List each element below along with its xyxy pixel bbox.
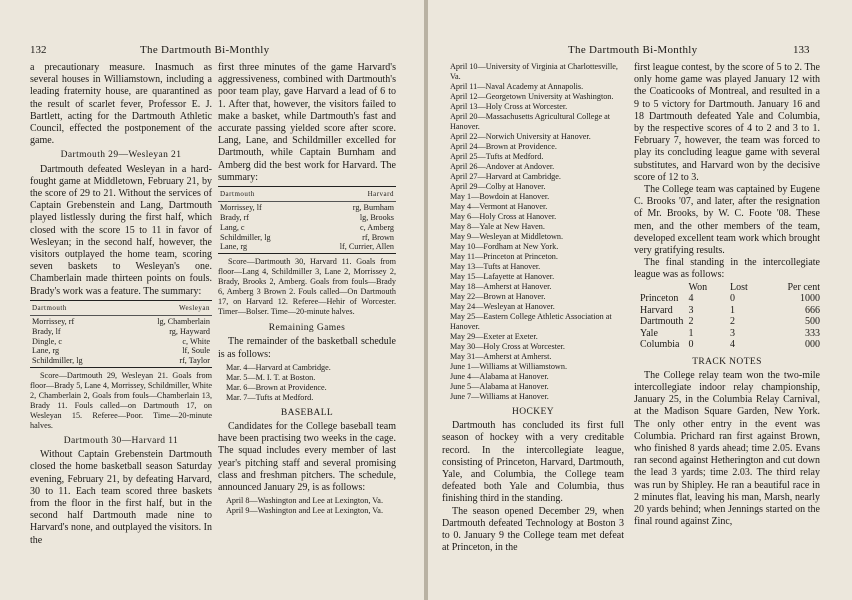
list-item: May 29—Exeter at Exeter. [450, 332, 538, 341]
left-page [0, 0, 424, 600]
cell: 0 [730, 293, 735, 305]
cell: rf, Brown [362, 232, 394, 242]
left-column-2 [218, 62, 396, 516]
cell: Brady, lf [32, 326, 61, 336]
list-item: April 25—Tufts at Medford. [450, 152, 544, 161]
cell: lf, Soule [182, 346, 210, 356]
cell: Lane, rg [220, 242, 248, 252]
paragraph: Without Captain Grebenstein Dartmouth closed the home basketball season Saturday evening, February 21, by defeating Harvard, 30 to 11. Each team scored three baskets from the floor in the first half, but in the second half Dartmouth made nine to Harvard's none, and outplayed the visitors. In the [30, 449, 212, 546]
cell: 1 [688, 327, 694, 339]
list-item: May 25—Eastern College Athletic Association at Hanover. [450, 312, 612, 331]
cell: Yale [640, 327, 658, 339]
list-item: April 20—Massachusetts Agricultural College at Hanover. [450, 112, 611, 131]
table-row [218, 223, 396, 233]
cell: Dartmouth [640, 316, 684, 328]
list-item: May 13—Tufts at Hanover. [450, 262, 541, 271]
section-heading: Dartmouth 29—Wesleyan 21 [60, 150, 182, 161]
paragraph: The College team was captained by Eugene C. Brooks '07, and later, after the resignation of Mr. Brooks, by W. C. Foote '08. These men, and the other members of the team, developed excellent team work which brought very gratifying results. [634, 184, 820, 257]
paragraph: Dartmouth defeated Wesleyan in a hard-fought game at Middletown, February 21, by the score of 29 to 21. Without the services of Captain Grebenstein and Lang, Dartmouth played listlessly during the first half, which closed with the score 15 to 11 in favor of Wesleyan; in the second half, however, the visitors outplayed the home team, scoring seven baskets to Wesleyan's one. Chamberlain made thirteen points on fouls. Brady's work was a feature. The summary: [30, 163, 212, 297]
section-heading: Dartmouth 30—Harvard 11 [63, 436, 179, 447]
cell: 0 [688, 339, 694, 351]
cell: Lane, rg [32, 346, 60, 356]
section-heading: Remaining Games [268, 323, 346, 334]
list-item: April 24—Brown at Providence. [450, 142, 557, 151]
page-number: 132 [30, 44, 47, 56]
team-header: Wesleyan [178, 303, 210, 312]
team-header: Dartmouth [220, 190, 255, 199]
table-row [640, 305, 820, 317]
cell: c, White [182, 336, 210, 346]
team-header: Dartmouth [32, 303, 67, 312]
table-row [30, 327, 212, 337]
cell: Dingle, c [32, 336, 63, 346]
league-standing-table [640, 282, 820, 351]
list-item: May 10—Fordham at New York. [450, 242, 559, 251]
list-item: May 11—Princeton at Princeton. [450, 252, 558, 261]
list-item: June 5—Alabama at Hanover. [450, 382, 549, 391]
cell: 500 [805, 316, 820, 328]
right-page [428, 0, 852, 600]
cell: Lang, c [220, 222, 245, 232]
section-heading: BASEBALL [280, 407, 334, 418]
section-heading: TRACK NOTES [692, 356, 762, 367]
column-header: Lost [730, 281, 748, 293]
cell: Morrissey, rf [32, 317, 75, 327]
list-item: May 1—Bowdoin at Hanover. [450, 192, 550, 201]
cell: Morrissey, lf [220, 203, 262, 213]
cell: Princeton [640, 293, 679, 305]
table-row [640, 328, 820, 340]
score-summary: Score—Dartmouth 30, Harvard 11. Goals from floor—Lang 4, Schildmiller 3, Lane 2, Morrissey 2, Brady, Brooks 2, Amberg. Goals from fouls—Brady 6, Amberg 3 Brown 2. Fouls called—On Dartmouth 17, on Harvard 12. Referee—Hehir of Worcester. Timer—Bolser. Time—20-minute halves. [218, 257, 396, 317]
cell: c, Amberg [360, 222, 394, 232]
cell: 4 [688, 293, 694, 305]
games-list [218, 363, 396, 403]
list-item: May 15—Lafayette at Hanover. [450, 272, 555, 281]
page-number: 133 [793, 44, 810, 56]
list-item: May 8—Yale at New Haven. [450, 222, 545, 231]
list-item: Mar. 7—Tufts at Medford. [226, 392, 314, 402]
baseball-schedule [218, 496, 396, 516]
list-item: June 1—Williams at Williamstown. [450, 362, 567, 371]
cell: 666 [805, 304, 820, 316]
paragraph: Dartmouth has concluded its first full season of hockey with a very creditable record. In the intercollegiate league, consisting of Princeton, Harvard, Dartmouth, Yale, and Columbia, the College team defeated both Yale and Columbia, thus finishing third in the standing. [442, 420, 624, 505]
cell: lg, Chamberlain [157, 317, 210, 327]
list-item: April 27—Harvard at Cambridge. [450, 172, 561, 181]
list-item: April 22—Norwich University at Hanover. [450, 132, 591, 141]
right-column-2 [634, 62, 820, 529]
table-row [30, 356, 212, 366]
list-item: May 30—Holy Cross at Worcester. [450, 342, 565, 351]
cell: 3 [688, 304, 694, 316]
right-column-1 [442, 62, 624, 554]
list-item: April 12—Georgetown University at Washington. [450, 92, 614, 101]
cell: 2 [688, 316, 694, 328]
score-summary: Score—Dartmouth 29, Wesleyan 21. Goals from floor—Brady 5, Lane 4, Morrissey, Schildmiller, White 2, Chamberlain 2, Goals from fouls—Chamberlain 13, Brady 11. Fouls called—on Dartmouth 17, on Wesleyan 15. Referee—Poor. Time—20-minute halves. [30, 371, 212, 431]
cell: Schildmiller, lg [220, 232, 271, 242]
cell: 333 [805, 327, 820, 339]
cell: lf, Currier, Allen [339, 242, 394, 252]
list-item: April 10—University of Virginia at Charlottesville, Va. [450, 62, 618, 81]
list-item: May 9—Wesleyan at Middletown. [450, 232, 564, 241]
table-row [30, 337, 212, 347]
list-item: April 8—Washington and Lee at Lexington, Va. [226, 496, 383, 506]
list-item: April 9—Washington and Lee at Lexington, Va. [226, 506, 383, 516]
list-item: June 4—Alabama at Hanover. [450, 372, 549, 381]
running-header: The Dartmouth Bi-Monthly [140, 44, 270, 56]
cell: 1000 [800, 293, 820, 305]
list-item: April 26—Andover at Andover. [450, 162, 555, 171]
paragraph: The season opened December 29, when Dartmouth defeated Technology at Boston 3 to 0. January 9 the College team met defeat at Princeton, in the [442, 505, 624, 554]
table-row [218, 203, 396, 213]
cell: rg, Hayward [169, 326, 210, 336]
table-row [30, 346, 212, 356]
list-item: April 11—Naval Academy at Annapolis. [450, 82, 584, 91]
cell: rf, Taylor [179, 356, 210, 366]
list-item: May 24—Wesleyan at Hanover. [450, 302, 555, 311]
cell: Harvard [640, 304, 673, 316]
section-heading: HOCKEY [512, 407, 554, 417]
table-row [30, 317, 212, 327]
list-item: May 6—Holy Cross at Hanover. [450, 212, 557, 221]
list-item: May 22—Brown at Hanover. [450, 292, 546, 301]
baseball-schedule [442, 62, 624, 402]
table-row [218, 242, 396, 252]
running-header: The Dartmouth Bi-Monthly [568, 44, 698, 56]
table-row [640, 316, 820, 328]
paragraph: first league contest, by the score of 5 to 2. The only home game was played January 12 with the Coaticooks of Montreal, and resulted in a 9 to 5 victory for Dartmouth. January 16 and 18 Dartmouth defeated Yale and Columbia, by the respective scores of 4 to 2 and 3 to 1. February 7, however, the team was forced to play its concluding league game with several substitutes, and Harvard won by the decisive score of 12 to 3. [634, 62, 820, 183]
table-row [640, 339, 820, 351]
paragraph: The final standing in the intercollegiate league was as follows: [634, 257, 820, 281]
cell: 2 [730, 316, 735, 328]
list-item: May 4—Vermont at Hanover. [450, 202, 548, 211]
lineup-table [218, 186, 396, 254]
paragraph: a precautionary measure. Inasmuch as several houses in Williamstown, including a leading fraternity house, are quarantined as the result of scarlet fever, Professor E. J. Bartlett, acting for the Dartmouth Athletic Council, effected the postponement of the game. [30, 62, 212, 147]
list-item: Mar. 6—Brown at Providence. [226, 382, 327, 392]
lineup-table [30, 300, 212, 368]
table-row [218, 233, 396, 243]
list-item: May 18—Amherst at Hanover. [450, 282, 552, 291]
paragraph: Candidates for the College baseball team have been practising two weeks in the cage. The squad includes every member of last year's pitching staff and several promising class and freshman pitchers. The schedule, announced January 29, is as follows: [218, 421, 396, 494]
column-header: Per cent [787, 281, 820, 293]
table-row [218, 213, 396, 223]
cell: rg, Burnham [352, 203, 394, 213]
list-item: April 13—Holy Cross at Worcester. [450, 102, 568, 111]
paragraph: first three minutes of the game Harvard's aggressiveness, combined with Dartmouth's poor team play, gave Harvard a lead of 6 to 1. After that, however, the visitors failed to make a basket, while Dartmouth's fast and accurate passing yielded score after score. Lang, Lane, and Schildmiller excelled for Dartmouth, while Captain Burnham and Amberg did the best work for Harvard. The summary: [218, 62, 396, 183]
paragraph: The remainder of the basketball schedule is as follows: [218, 336, 396, 360]
cell: Columbia [640, 339, 680, 351]
cell: 000 [805, 339, 820, 351]
cell: Brady, rf [220, 213, 250, 223]
cell: lg, Brooks [359, 213, 394, 223]
left-column-1 [30, 62, 212, 547]
team-header: Harvard [367, 190, 394, 199]
list-item: June 7—Williams at Hanover. [450, 392, 549, 401]
table-row [640, 293, 820, 305]
table-header [640, 282, 820, 294]
column-header: Won [688, 281, 708, 293]
cell: 3 [730, 327, 735, 339]
cell: 1 [730, 304, 735, 316]
paragraph: The College relay team won the two-mile intercollegiate indoor relay championship, January 25, in the Columbia Relay Carnival, at the Madison Square Garden, New York. The only other entry in the event was Columbia. Prichard ran first against Brown, who finished 8 yards ahead; time 2.05. Evans ran second against Hetherington and cut down the lead 3 yards; time 2.03. The third relay was run by Shipley. He ran a beautiful race in 2 minutes flat, leaving his man, Marsh, nearly 20 yards behind; when Jennings started on the final round against Zinc, [634, 369, 820, 528]
list-item: May 31—Amherst at Amherst. [450, 352, 552, 361]
list-item: Mar. 5—M. I. T. at Boston. [226, 372, 316, 382]
cell: Schildmiller, lg [32, 356, 83, 366]
list-item: April 29—Colby at Hanover. [450, 182, 546, 191]
list-item: Mar. 4—Harvard at Cambridge. [226, 362, 331, 372]
cell: 4 [730, 339, 735, 351]
